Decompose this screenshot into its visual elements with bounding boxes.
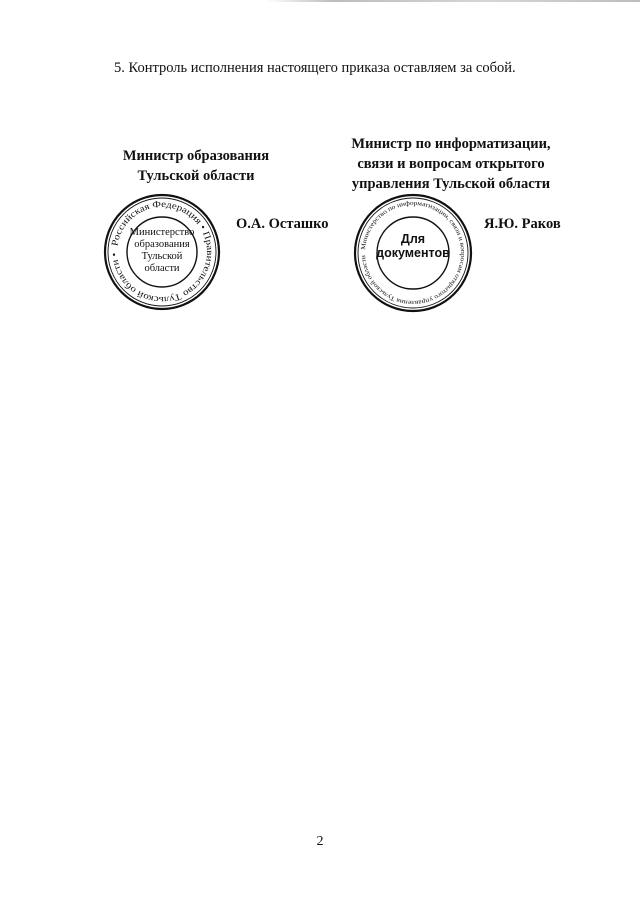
seal-left-stamp — [102, 192, 222, 312]
signer-right-title-line: Министр по информатизации, — [351, 136, 551, 152]
seal-right-center-line: документов — [376, 246, 450, 260]
signer-right-name: Я.Ю. Раков — [484, 216, 561, 232]
scan-edge-line — [265, 0, 640, 2]
control-paragraph: 5. Контроль исполнения настоящего приказа оставляем за собой. — [114, 60, 516, 76]
signer-right-title — [340, 134, 562, 194]
seal-left-center-line: образования — [134, 239, 190, 250]
signer-left-title — [110, 146, 282, 186]
seal-left-center-text — [102, 227, 222, 275]
signer-left-title-line: Тульской области — [137, 168, 255, 184]
signer-right-title-line: связи и вопросам открытого — [357, 156, 545, 172]
seal-left-ring-textpath: Российская Федерация • Правительство Тульской области • — [109, 198, 216, 306]
page-number: 2 — [316, 834, 324, 849]
seal-right-stamp — [352, 192, 474, 314]
seal-left-center-line: Министерство — [129, 227, 195, 238]
signer-left-title-line: Министр образования — [122, 148, 270, 164]
seal-right-center-line: Для — [400, 232, 426, 246]
seal-right-ring-textpath: Министерство по информатизации, связи и вопросам открытого управления Тульской области — [360, 199, 467, 307]
signer-left-name: О.А. Осташко — [236, 216, 329, 232]
signer-right-title-line: управления Тульской области — [351, 176, 551, 192]
seal-left-center-line: Тульской — [141, 251, 183, 262]
seal-right-center-text — [352, 232, 474, 260]
seal-left-center-line: области — [144, 263, 180, 274]
